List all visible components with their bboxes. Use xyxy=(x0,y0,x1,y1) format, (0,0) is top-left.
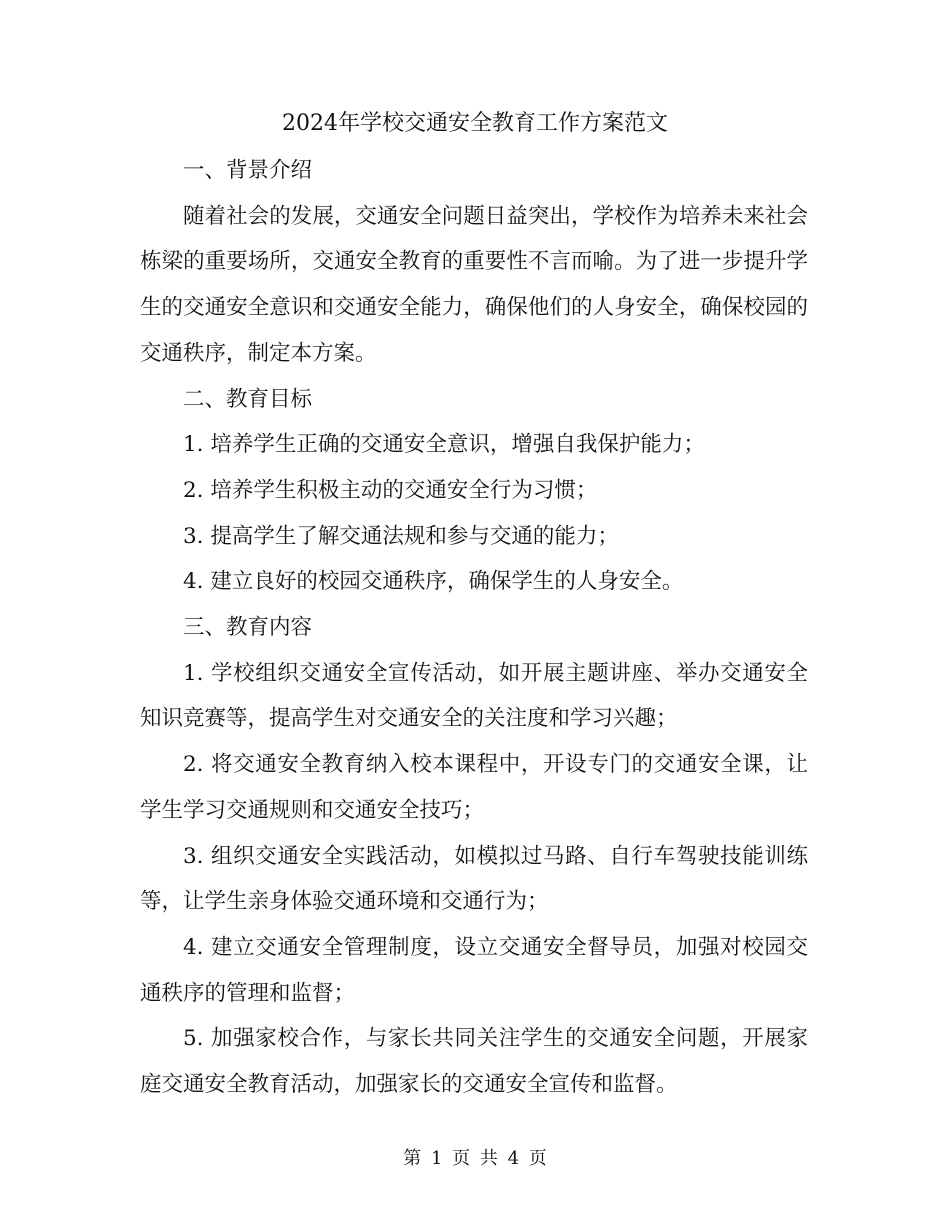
goal-item-2: 2. 培养学生积极主动的交通安全行为习惯； xyxy=(183,477,598,503)
section-heading-background: 一、背景介绍 xyxy=(183,158,313,183)
content-item-4: 4. 建立交通安全管理制度，设立交通安全督导员，加强对校园交通秩序的管理和监督； xyxy=(140,934,808,1006)
content-item-3: 3. 组织交通安全实践活动，如模拟过马路、自行车驾驶技能训练等，让学生亲身体验交通环境和交通行为； xyxy=(140,843,808,915)
document-body xyxy=(140,148,808,1108)
goal-item-3: 3. 提高学生了解交通法规和参与交通的能力； xyxy=(183,523,619,549)
page-footer: 第 1 页 共 4 页 xyxy=(403,1148,547,1169)
content-item-5: 5. 加强家校合作，与家长共同关注学生的交通安全问题，开展家庭交通安全教育活动，加强家长的交通安全宣传和监督。 xyxy=(140,1026,808,1098)
goal-item-4: 4. 建立良好的校园交通秩序，确保学生的人身安全。 xyxy=(183,569,684,595)
section-heading-content: 三、教育内容 xyxy=(183,615,313,641)
goal-item-1: 1. 培养学生正确的交通安全意识，增强自我保护能力； xyxy=(183,432,705,458)
content-item-2: 2. 将交通安全教育纳入校本课程中，开设专门的交通安全课，让学生学习交通规则和交通安全技巧； xyxy=(140,752,808,823)
content-item-1: 1. 学校组织交通安全宣传活动，如开展主题讲座、举办交通安全知识竞赛等，提高学生对交通安全的关注度和学习兴趣； xyxy=(140,660,808,732)
section-heading-goals: 二、教育目标 xyxy=(183,386,313,412)
paragraph-background: 随着社会的发展，交通安全问题日益突出，学校作为培养未来社会栋梁的重要场所，交通安全教育的重要性不言而喻。为了进一步提升学生的交通安全意识和交通安全能力，确保他们的人身安全，确保校园的交通秩序，制定本方案。 xyxy=(140,203,808,366)
document-title: 2024年学校交通安全教育工作方案范文 xyxy=(282,111,668,136)
